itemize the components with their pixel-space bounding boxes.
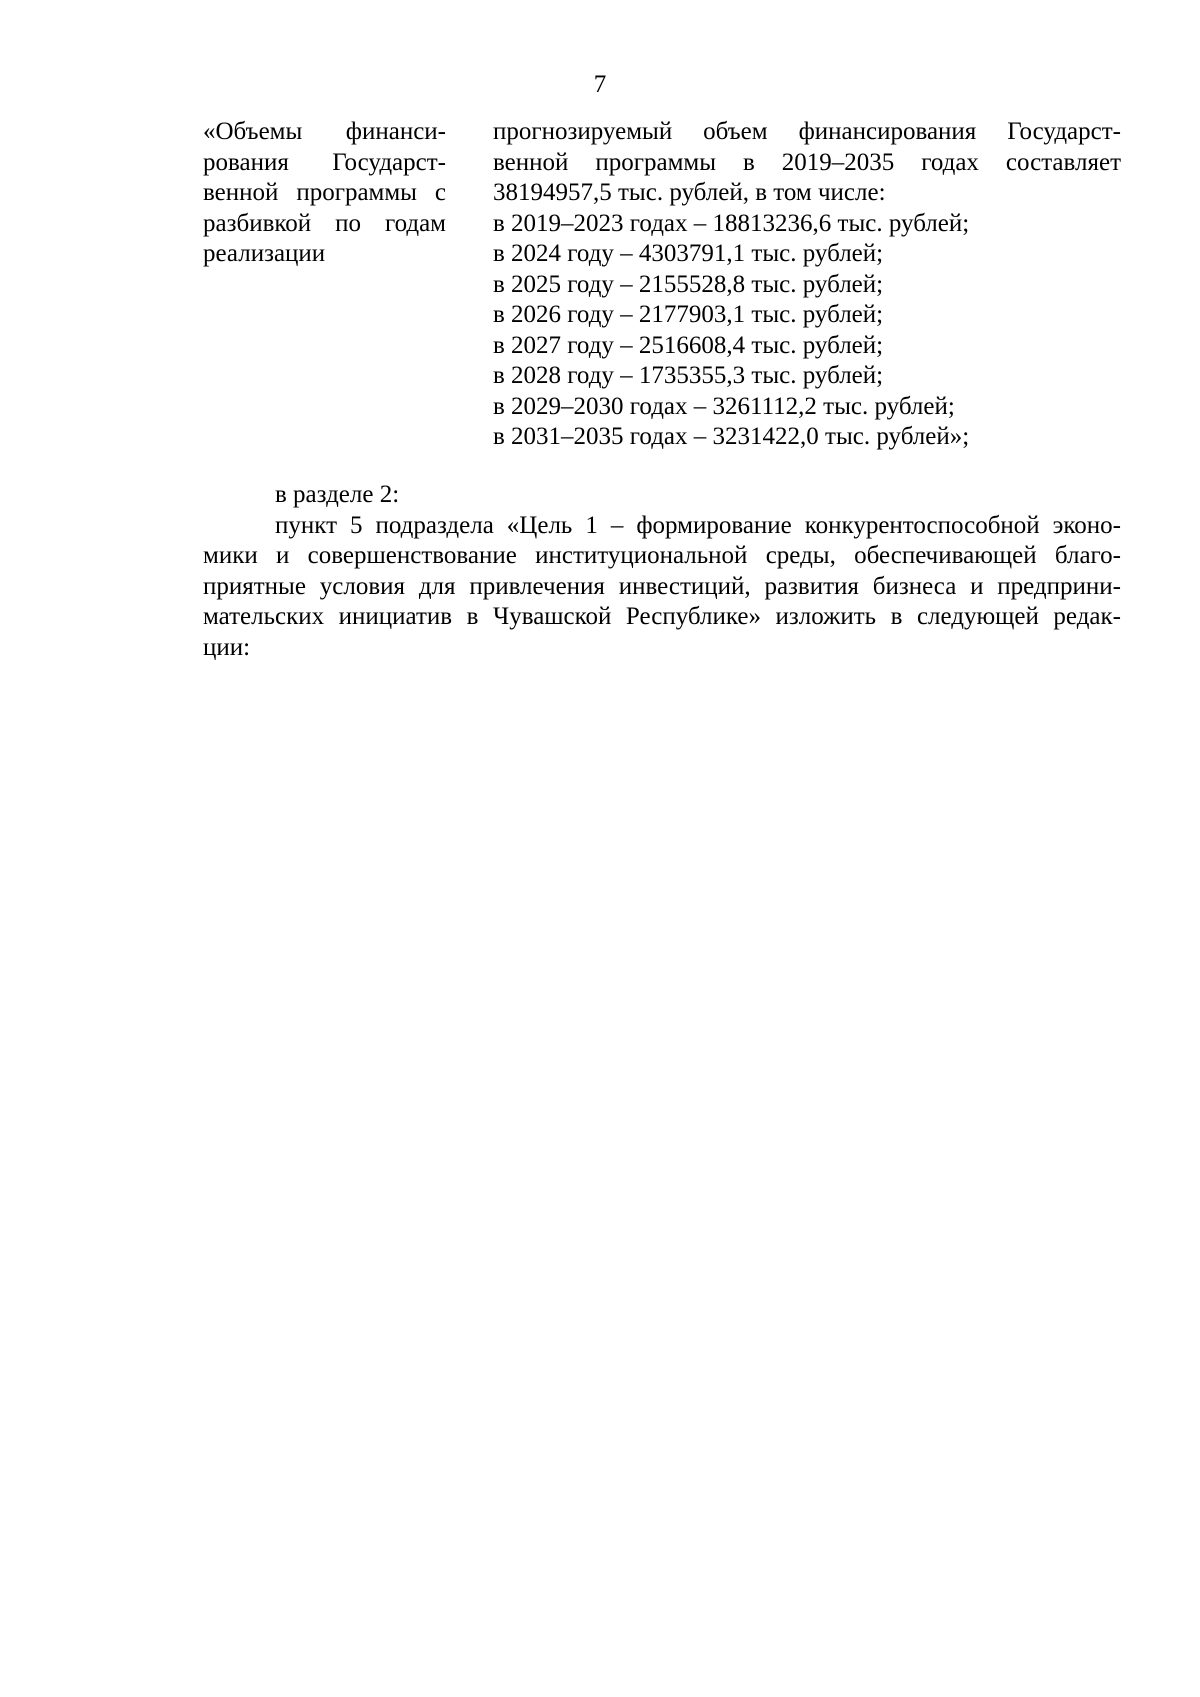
funding-year-line: в 2025 году – 2155528,8 тыс. рублей; <box>493 270 884 298</box>
funding-intro-line: 38194957,5 тыс. рублей, в том числе: <box>493 179 886 206</box>
funding-year-line: в 2024 году – 4303791,1 тыс. рублей; <box>493 240 884 267</box>
funding-year-line: в 2026 году – 2177903,1 тыс. рублей; <box>493 301 884 328</box>
passport-table <box>203 117 1121 453</box>
paragraph-line: мики и совершенствование институциональной среды, обеспечивающей благо- <box>203 542 1121 569</box>
paragraph-line: мательских инициатив в Чувашской Республике» изложить в следующей редак- <box>203 603 1121 630</box>
section-heading-line: в разделе 2: <box>275 481 400 508</box>
passport-label-line: «Объемы финанси- <box>203 118 446 145</box>
body-text <box>203 480 1121 663</box>
funding-year-line: в 2029–2030 годах – 3261112,2 тыс. рублей; <box>493 392 955 420</box>
page-number: 7 <box>593 71 607 98</box>
funding-year-line: в 2031–2035 годах – 3231422,0 тыс. рублей»; <box>493 423 970 450</box>
funding-intro-line: прогнозируемый объем финансирования Государст- <box>493 118 1121 145</box>
funding-year-line: в 2027 году – 2516608,4 тыс. рублей; <box>493 331 884 359</box>
paragraph-line: пункт 5 подраздела «Цель 1 – формирование конкурентоспособной эконо- <box>275 511 1121 539</box>
paragraph-line: ции: <box>203 633 251 661</box>
funding-year-line: в 2019–2023 годах – 18813236,6 тыс. рублей; <box>493 209 970 237</box>
funding-year-line: в 2028 году – 1735355,3 тыс. рублей; <box>493 362 884 389</box>
passport-label-line: реализации <box>203 240 326 267</box>
passport-value-cell <box>493 117 1121 453</box>
passport-label-line: рования Государст- <box>203 148 446 176</box>
funding-intro-line: венной программы в 2019–2035 годах составляет <box>493 148 1121 176</box>
paragraph-line: приятные условия для привлечения инвестиций, развития бизнеса и предприни- <box>203 572 1121 600</box>
passport-label-cell <box>203 117 446 453</box>
passport-label-line: разбивкой по годам <box>203 209 446 237</box>
passport-label-line: венной программы с <box>203 179 446 206</box>
amendment-paragraph <box>203 511 1121 664</box>
